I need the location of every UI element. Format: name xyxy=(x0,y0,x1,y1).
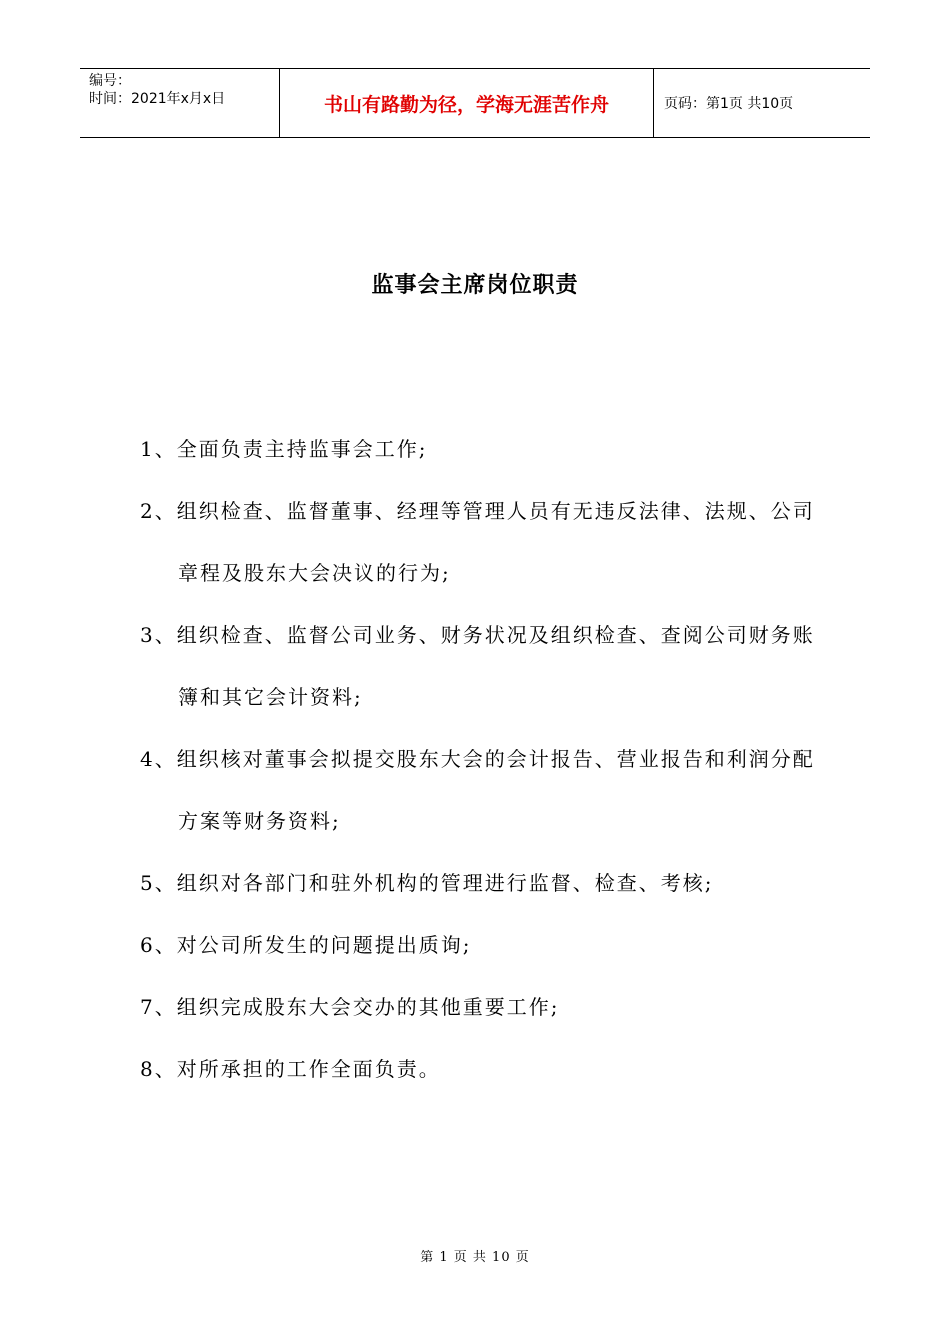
page-footer: 第 1 页 共 10 页 xyxy=(420,1250,530,1265)
duty-item-5: 5、组织对各部门和驻外机构的管理进行监督、检查、考核; xyxy=(140,871,714,895)
header-motto: 书山有路勤为径，学海无涯苦作舟 xyxy=(280,69,654,137)
duty-item-2: 2、组织检查、监督董事、经理等管理人员有无违反法律、法规、公司章程及股东大会决议的行为; xyxy=(140,499,815,585)
duty-list xyxy=(140,418,830,1100)
date-label: 时间：2021年x月x日 xyxy=(89,91,226,107)
header-meta xyxy=(80,69,280,137)
duty-item-1: 1、全面负责主持监事会工作; xyxy=(140,437,428,461)
duty-item-4: 4、组织核对董事会拟提交股东大会的会计报告、营业报告和利润分配方案等财务资料; xyxy=(140,747,815,833)
duty-item-6: 6、对公司所发生的问题提出质询; xyxy=(140,933,472,957)
document-title: 监事会主席岗位职责 xyxy=(371,273,579,298)
duty-item-8: 8、对所承担的工作全面负责。 xyxy=(140,1057,441,1081)
header-page-info: 页码：第1页 共10页 xyxy=(664,96,794,112)
duty-item-7: 7、组织完成股东大会交办的其他重要工作; xyxy=(140,995,560,1019)
page-header xyxy=(80,68,870,138)
duty-item-3: 3、组织检查、监督公司业务、财务状况及组织检查、查阅公司财务账簿和其它会计资料; xyxy=(140,623,815,709)
serial-number-label: 编号： xyxy=(89,73,131,89)
